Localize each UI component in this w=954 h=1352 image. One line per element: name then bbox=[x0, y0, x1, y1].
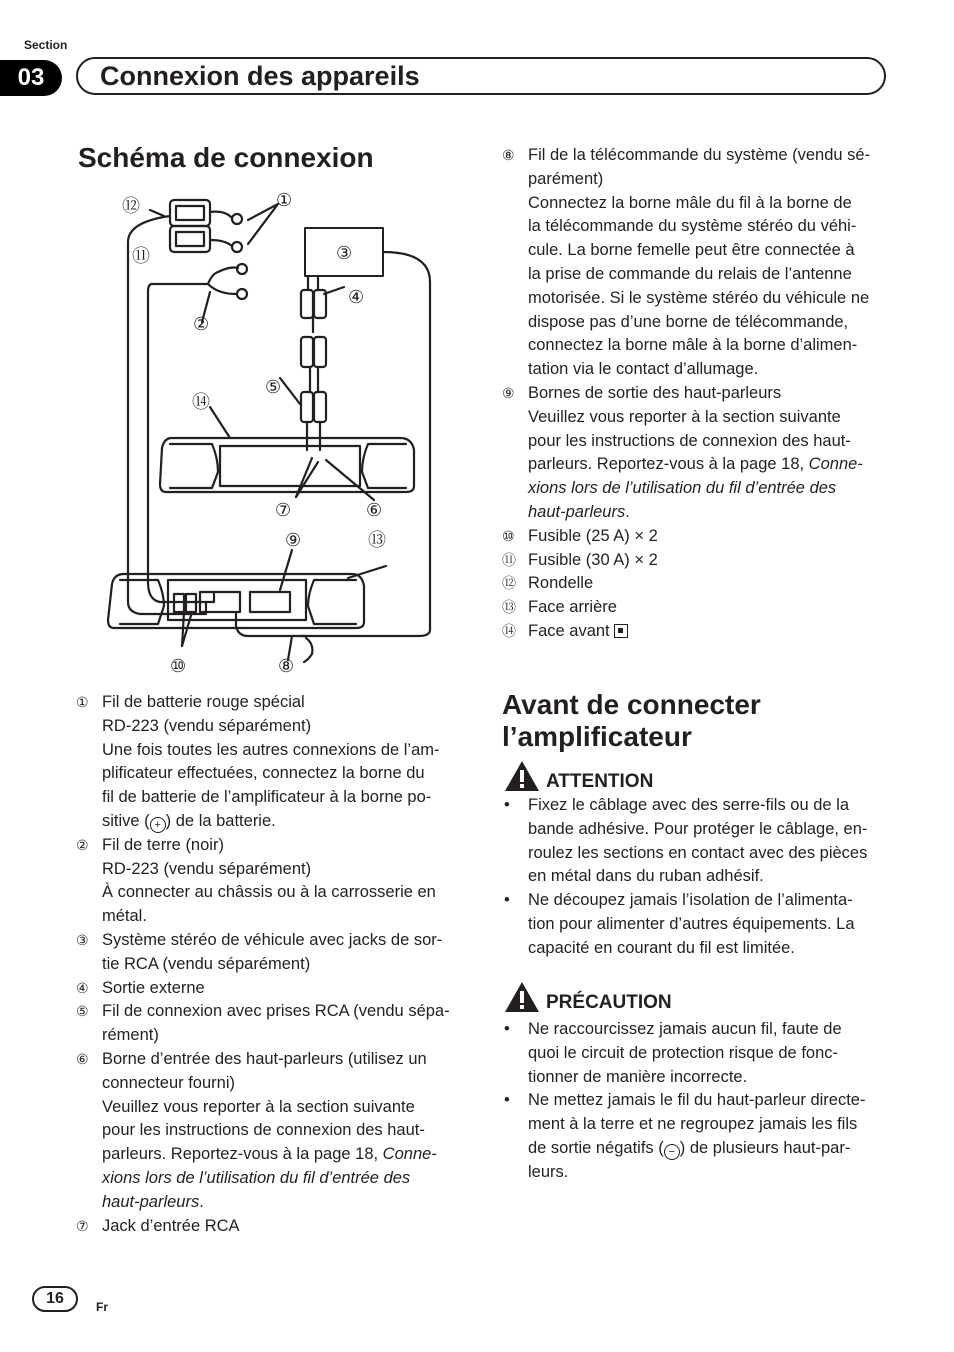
item-number: ⑭ bbox=[502, 622, 516, 639]
diagram-label-7: ⑦ bbox=[275, 500, 292, 521]
item-text: Ne mettez jamais le fil du haut-parleur directe- bbox=[528, 1091, 866, 1110]
list-item bbox=[76, 691, 468, 834]
item-text: sitive ( + ) de la batterie. bbox=[102, 810, 468, 834]
item-text: haut-parleurs. bbox=[102, 1192, 204, 1211]
item-text: parément) bbox=[528, 169, 604, 188]
item-text: haut-parleurs. bbox=[528, 502, 630, 521]
item-text: plificateur effectuées, connectez la borne du bbox=[102, 764, 425, 783]
item-number: ⑧ bbox=[502, 147, 515, 163]
item-text: xions lors de l’utilisation du fil d’entrée des bbox=[528, 479, 837, 498]
diagram-label-8: ⑧ bbox=[278, 656, 295, 677]
section-label: Section bbox=[24, 38, 68, 52]
item-text: Fil de batterie rouge spécial bbox=[102, 693, 305, 711]
diagram-label-1: ① bbox=[276, 190, 293, 211]
precaution-list bbox=[502, 1018, 902, 1185]
item-text: Connectez la borne mâle du fil à la borne de bbox=[528, 193, 852, 212]
item-text: Ne raccourcissez jamais aucun fil, faute de bbox=[528, 1020, 842, 1038]
list-item bbox=[502, 525, 902, 549]
diagram-label-6: ⑥ bbox=[366, 500, 383, 521]
item-text: Bornes de sortie des haut-parleurs bbox=[528, 383, 782, 402]
item-number: ⑩ bbox=[502, 527, 515, 544]
item-text: dispose pas d’une borne de télécommande, bbox=[528, 312, 849, 331]
plus-symbol: + bbox=[150, 817, 166, 833]
item-text: connecteur fourni) bbox=[102, 1073, 235, 1092]
item-text: parleurs. Reportez-vous à la page 18, Conne- bbox=[528, 455, 863, 474]
list-item bbox=[76, 834, 468, 929]
section-number-badge: 03 bbox=[0, 60, 62, 96]
item-number: ⑨ bbox=[502, 384, 515, 401]
list-item bbox=[76, 1048, 468, 1215]
item-text: xions lors de l’utilisation du fil d’entrée des bbox=[102, 1168, 411, 1187]
item-number: ⑤ bbox=[76, 1003, 89, 1020]
item-text: Fixez le câblage avec des serre-fils ou de la bbox=[528, 796, 849, 814]
item-number: ① bbox=[76, 694, 89, 710]
item-text: Face arrière bbox=[528, 598, 617, 617]
item-text: roulez les sections en contact avec des pièces bbox=[528, 843, 868, 862]
diagram-label-11: ⑪ bbox=[132, 246, 150, 267]
item-text: connectez la borne mâle à la borne d’alimen- bbox=[528, 336, 858, 355]
item-text: ment à la terre et ne regroupez jamais les fils bbox=[528, 1115, 858, 1134]
item-text: parleurs. Reportez-vous à la page 18, Conne- bbox=[102, 1145, 437, 1164]
list-item bbox=[502, 144, 902, 382]
item-number: ⑥ bbox=[76, 1050, 89, 1067]
list-item: • Ne mettez jamais le fil du haut-parleur directe- ment à la terre et ne regroupez jamais les fils de sortie négatifs ( − ) de plusieurs haut-par- leurs. bbox=[502, 1089, 902, 1184]
item-text: tion pour alimenter d’autres équipements. La bbox=[528, 914, 855, 933]
item-text: Jack d’entrée RCA bbox=[102, 1216, 240, 1235]
item-text: Veuillez vous reporter à la section suivante bbox=[102, 1097, 415, 1116]
item-text: Fil de terre (noir) bbox=[102, 835, 224, 854]
list-item bbox=[76, 1215, 468, 1239]
minus-symbol: − bbox=[664, 1144, 680, 1160]
wiring-diagram bbox=[100, 182, 450, 687]
item-text: Sortie externe bbox=[102, 978, 205, 997]
language-code: Fr bbox=[96, 1300, 108, 1314]
item-text: rément) bbox=[102, 1026, 159, 1045]
diagram-label-2: ② bbox=[193, 314, 210, 335]
item-number: ⑦ bbox=[76, 1217, 89, 1234]
item-text: À connecter au châssis ou à la carrosserie en bbox=[102, 883, 436, 902]
attention-header bbox=[504, 759, 653, 793]
list-item: • Ne découpez jamais l’isolation de l’alimenta- tion pour alimenter d’autres équipements. La capacité en courant du fil est limitée. bbox=[502, 889, 902, 960]
item-text: fil de batterie de l’amplificateur à la borne po- bbox=[102, 788, 432, 807]
attention-title: ATTENTION bbox=[546, 771, 654, 792]
item-number: ③ bbox=[76, 931, 89, 948]
item-text: motorisée. Si le système stéréo du véhicule ne bbox=[528, 288, 870, 307]
item-text: Face avant bbox=[528, 620, 902, 644]
item-text: tation via le contact d’allumage. bbox=[528, 360, 759, 379]
wiring-diagram-heading: Schéma de connexion bbox=[78, 142, 374, 173]
list-item: • Fixez le câblage avec des serre-fils ou de la bande adhésive. Pour protéger le câblage, en- roulez les sections en contact avec des pièces en métal dans du ruban adhésif. bbox=[502, 794, 902, 889]
item-text: pour les instructions de connexion des haut- bbox=[528, 431, 851, 450]
page-title: Connexion des appareils bbox=[100, 61, 420, 91]
list-item bbox=[502, 572, 902, 596]
item-text: Ne découpez jamais l’isolation de l’alimenta- bbox=[528, 891, 853, 910]
item-text: Borne d’entrée des haut-parleurs (utilisez un bbox=[102, 1049, 427, 1068]
list-item bbox=[76, 977, 468, 1001]
attention-list bbox=[502, 794, 902, 961]
item-text: métal. bbox=[102, 907, 147, 926]
item-text: la prise de commande du relais de l’antenne bbox=[528, 264, 852, 283]
item-text: Rondelle bbox=[528, 574, 594, 593]
end-mark-icon bbox=[614, 624, 628, 638]
diagram-label-4: ④ bbox=[348, 287, 365, 308]
item-text: pour les instructions de connexion des haut- bbox=[102, 1121, 425, 1140]
list-item bbox=[502, 382, 902, 525]
item-number: ⑬ bbox=[502, 599, 516, 616]
diagram-label-14: ⑭ bbox=[192, 392, 210, 413]
list-item bbox=[502, 549, 902, 573]
item-text: quoi le circuit de protection risque de fonc- bbox=[528, 1043, 839, 1062]
diagram-label-9: ⑨ bbox=[285, 530, 302, 551]
list-item bbox=[502, 596, 902, 620]
item-text: Une fois toutes les autres connexions de l’am- bbox=[102, 740, 440, 759]
item-text: capacité en courant du fil est limitée. bbox=[528, 938, 795, 957]
item-text: tie RCA (vendu séparément) bbox=[102, 954, 311, 973]
diagram-label-13: ⑬ bbox=[368, 530, 386, 551]
precaution-header bbox=[504, 980, 672, 1014]
item-number: ⑫ bbox=[502, 575, 516, 592]
item-number: ④ bbox=[76, 979, 89, 996]
left-legend-list bbox=[76, 691, 468, 1238]
item-text: Fusible (30 A) × 2 bbox=[528, 550, 658, 569]
diagram-label-3: ③ bbox=[336, 243, 353, 264]
item-text: Système stéréo de véhicule avec jacks de sor- bbox=[102, 930, 443, 949]
diagram-label-12: ⑫ bbox=[122, 196, 140, 217]
item-text: la télécommande du système stéréo du véhi- bbox=[528, 217, 857, 236]
diagram-label-10: ⑩ bbox=[170, 656, 187, 677]
item-text: Fil de la télécommande du système (vendu sé- bbox=[528, 146, 871, 164]
list-item: • Ne raccourcissez jamais aucun fil, faute de quoi le circuit de protection risque de fonc- tionner de manière incorrecte. bbox=[502, 1018, 902, 1089]
right-legend-list bbox=[502, 144, 902, 644]
item-text: bande adhésive. Pour protéger le câblage, en- bbox=[528, 819, 868, 838]
item-text: de sortie négatifs ( − ) de plusieurs haut-par- bbox=[528, 1137, 902, 1161]
item-text: Fusible (25 A) × 2 bbox=[528, 526, 658, 545]
item-text: RD-223 (vendu séparément) bbox=[102, 716, 312, 735]
item-text: RD-223 (vendu séparément) bbox=[102, 859, 312, 878]
page-number: 16 bbox=[32, 1286, 78, 1312]
item-number: ② bbox=[76, 836, 89, 853]
item-text: leurs. bbox=[528, 1162, 569, 1181]
item-number: ⑪ bbox=[502, 551, 516, 568]
item-text: Fil de connexion avec prises RCA (vendu sépa- bbox=[102, 1002, 450, 1021]
before-connecting-heading: Avant de connecter l’amplificateur bbox=[502, 689, 761, 752]
list-item bbox=[76, 929, 468, 977]
list-item bbox=[502, 620, 902, 644]
precaution-title: PRÉCAUTION bbox=[546, 992, 672, 1013]
item-text: Veuillez vous reporter à la section suivante bbox=[528, 407, 841, 426]
item-text: cule. La borne femelle peut être connectée à bbox=[528, 241, 855, 260]
warning-triangle-icon bbox=[504, 981, 540, 1013]
item-text: en métal dans du ruban adhésif. bbox=[528, 867, 764, 886]
diagram-label-5: ⑤ bbox=[265, 377, 282, 398]
warning-triangle-icon bbox=[504, 760, 540, 792]
list-item bbox=[76, 1000, 468, 1048]
item-text: tionner de manière incorrecte. bbox=[528, 1067, 748, 1086]
